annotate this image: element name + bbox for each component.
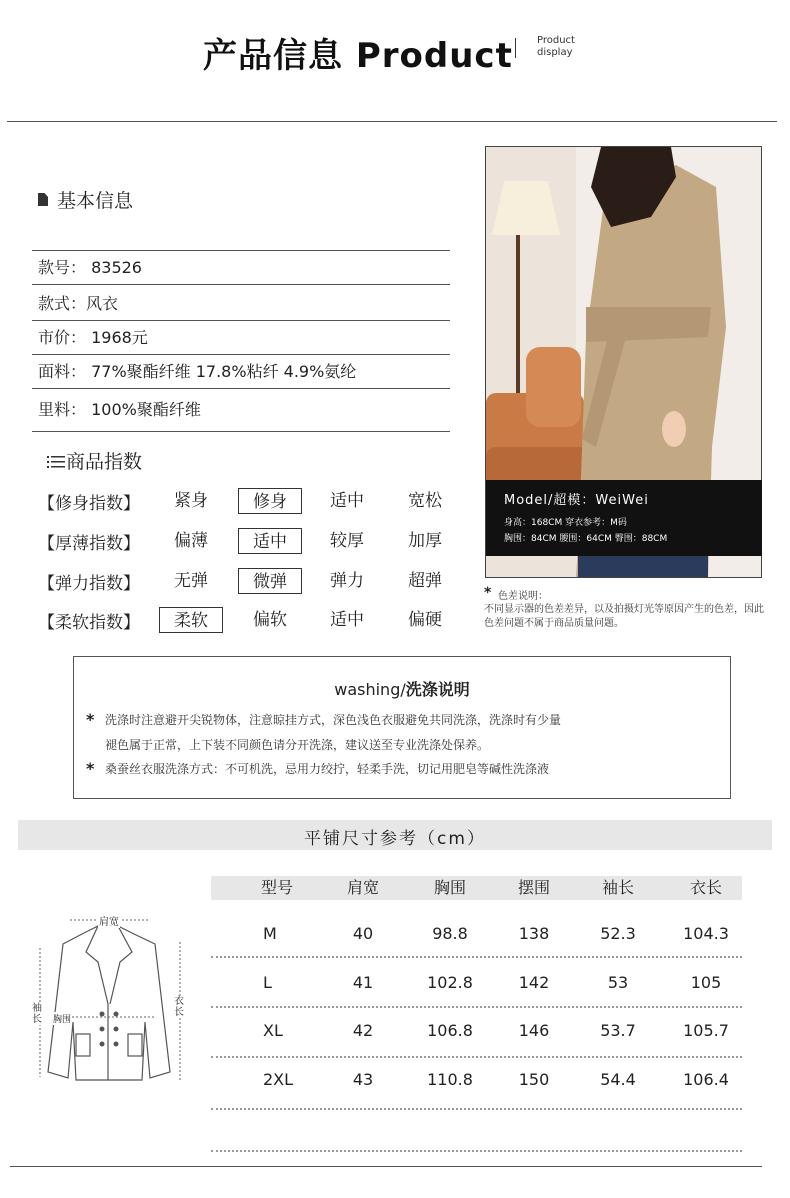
- index-option: 偏硬: [408, 610, 442, 630]
- size-cell: 138: [518, 924, 550, 943]
- size-cell: 43: [352, 1070, 374, 1089]
- size-title-band: [18, 820, 772, 850]
- index-option: 适中: [330, 610, 364, 630]
- size-cell: XL: [263, 1021, 283, 1040]
- list-icon: [47, 454, 65, 473]
- asterisk-icon: *: [86, 759, 95, 778]
- size-cell: 106.4: [683, 1070, 729, 1089]
- page-title: 产品信息 Product: [203, 36, 513, 76]
- row-divider: [211, 1108, 742, 1110]
- header-subtitle-line1: Product: [537, 35, 575, 46]
- index-option-selected: 适中: [238, 528, 302, 554]
- model-name: Model/超模：WeiWei: [504, 493, 649, 508]
- asterisk-icon: *: [484, 585, 492, 601]
- index-label: 【弹力指数】: [38, 574, 140, 594]
- washing-line-1: 洗涤时注意避开尖锐物体，注意晾挂方式，深色浅色衣服避免共同洗涤，洗涤时有少量: [105, 713, 562, 727]
- size-cell: 150: [518, 1070, 550, 1089]
- info-row-price: 市价： 1968元: [32, 321, 450, 355]
- size-cell: M: [263, 924, 277, 943]
- size-cell: 40: [352, 924, 374, 943]
- size-cell: 105: [690, 973, 722, 992]
- index-label: 【厚薄指数】: [38, 534, 140, 554]
- washing-line-3: 桑蚕丝衣服洗涤方式：不可机洗，忌用力绞拧，轻柔手洗，切记用肥皂等碱性洗涤液: [105, 762, 550, 776]
- size-col-shoulder: 肩宽: [346, 878, 379, 897]
- size-col-bust: 胸围: [433, 878, 466, 897]
- size-col-sleeve: 袖长: [601, 878, 634, 897]
- size-cell: 42: [352, 1021, 374, 1040]
- info-row-style: 款式：风衣: [32, 287, 450, 321]
- footer-rule: [10, 1166, 762, 1167]
- info-row-lining: 里料： 100%聚酯纤维: [32, 392, 450, 432]
- index-option-selected: 微弹: [238, 568, 302, 594]
- diagram-label-sleeve: 袖长: [32, 1003, 45, 1025]
- size-cell: 54.4: [600, 1070, 636, 1089]
- row-divider: [211, 1006, 742, 1008]
- info-row-fabric: 面料： 77%聚酯纤维 17.8%粘纤 4.9%氨纶: [32, 355, 450, 389]
- index-option: 加厚: [408, 531, 442, 551]
- model-info-box: [486, 480, 762, 556]
- size-cell: 105.7: [683, 1021, 729, 1040]
- size-cell: 52.3: [600, 924, 636, 943]
- index-option: 偏软: [253, 610, 287, 630]
- index-option: 较厚: [330, 531, 364, 551]
- basic-info-title: 基本信息: [57, 190, 134, 212]
- diagram-label-length: 衣长: [174, 996, 187, 1018]
- index-option: 偏薄: [174, 531, 208, 551]
- diagram-label-bust: 胸围: [53, 1012, 71, 1025]
- diagram-label-shoulder: 肩宽: [98, 913, 120, 928]
- index-option: 无弹: [174, 571, 208, 591]
- size-cell: 110.8: [427, 1070, 473, 1089]
- size-col-hem: 摆围: [517, 878, 550, 897]
- size-cell: 53: [607, 973, 629, 992]
- header-subtitle-line2: display: [537, 47, 573, 58]
- index-option: 紧身: [174, 491, 208, 511]
- jacket-diagram: [20, 912, 195, 1101]
- size-title: 平铺尺寸参考（cm）: [304, 829, 486, 849]
- index-option: 超弹: [408, 571, 442, 591]
- index-option: 宽松: [408, 491, 442, 511]
- color-note-text: 不同显示器的色差差异，以及拍摄灯光等原因产生的色差，因此色差问题不属于商品质量问题。: [484, 604, 764, 629]
- index-option-selected: 柔软: [159, 607, 223, 633]
- asterisk-icon: *: [86, 710, 95, 729]
- index-option-selected: 修身: [238, 488, 302, 514]
- row-divider: [211, 956, 742, 958]
- size-cell: 102.8: [427, 973, 473, 992]
- size-cell: 41: [352, 973, 374, 992]
- row-divider: [211, 1056, 742, 1058]
- index-label: 【修身指数】: [38, 494, 140, 514]
- model-measurements-2: 胸围：84CM 腰围：64CM 臀围：88CM: [504, 534, 668, 544]
- size-cell: 104.3: [683, 924, 729, 943]
- header-subtitle: [537, 35, 597, 59]
- index-option: 适中: [330, 491, 364, 511]
- size-cell: 142: [518, 973, 550, 992]
- color-note-title: 色差说明：: [498, 591, 548, 602]
- washing-box: [73, 656, 731, 799]
- washing-title-en: washing/: [334, 680, 406, 699]
- model-measurements-1: 身高：168CM 穿衣参考：M码: [504, 518, 627, 528]
- row-divider: [211, 1150, 742, 1152]
- size-cell: 146: [518, 1021, 550, 1040]
- size-cell: 98.8: [432, 924, 468, 943]
- size-cell: L: [263, 973, 272, 992]
- header-rule: [7, 121, 777, 122]
- washing-title-cn: 洗涤说明: [405, 680, 470, 699]
- index-option: 弹力: [330, 571, 364, 591]
- index-label: 【柔软指数】: [38, 613, 140, 633]
- washing-title: [74, 677, 730, 700]
- size-cell: 2XL: [263, 1070, 294, 1089]
- header-divider: [515, 38, 516, 58]
- index-title: 商品指数: [66, 451, 143, 473]
- size-col-model: 型号: [260, 878, 293, 897]
- info-row-style-number: 款号： 83526: [32, 251, 450, 285]
- size-cell: 53.7: [600, 1021, 636, 1040]
- document-icon: [38, 193, 48, 206]
- washing-line-2: 褪色属于正常，上下装不同颜色请分开洗涤，建议送至专业洗涤处保养。: [105, 738, 490, 752]
- size-cell: 106.8: [427, 1021, 473, 1040]
- size-col-length: 衣长: [689, 878, 722, 897]
